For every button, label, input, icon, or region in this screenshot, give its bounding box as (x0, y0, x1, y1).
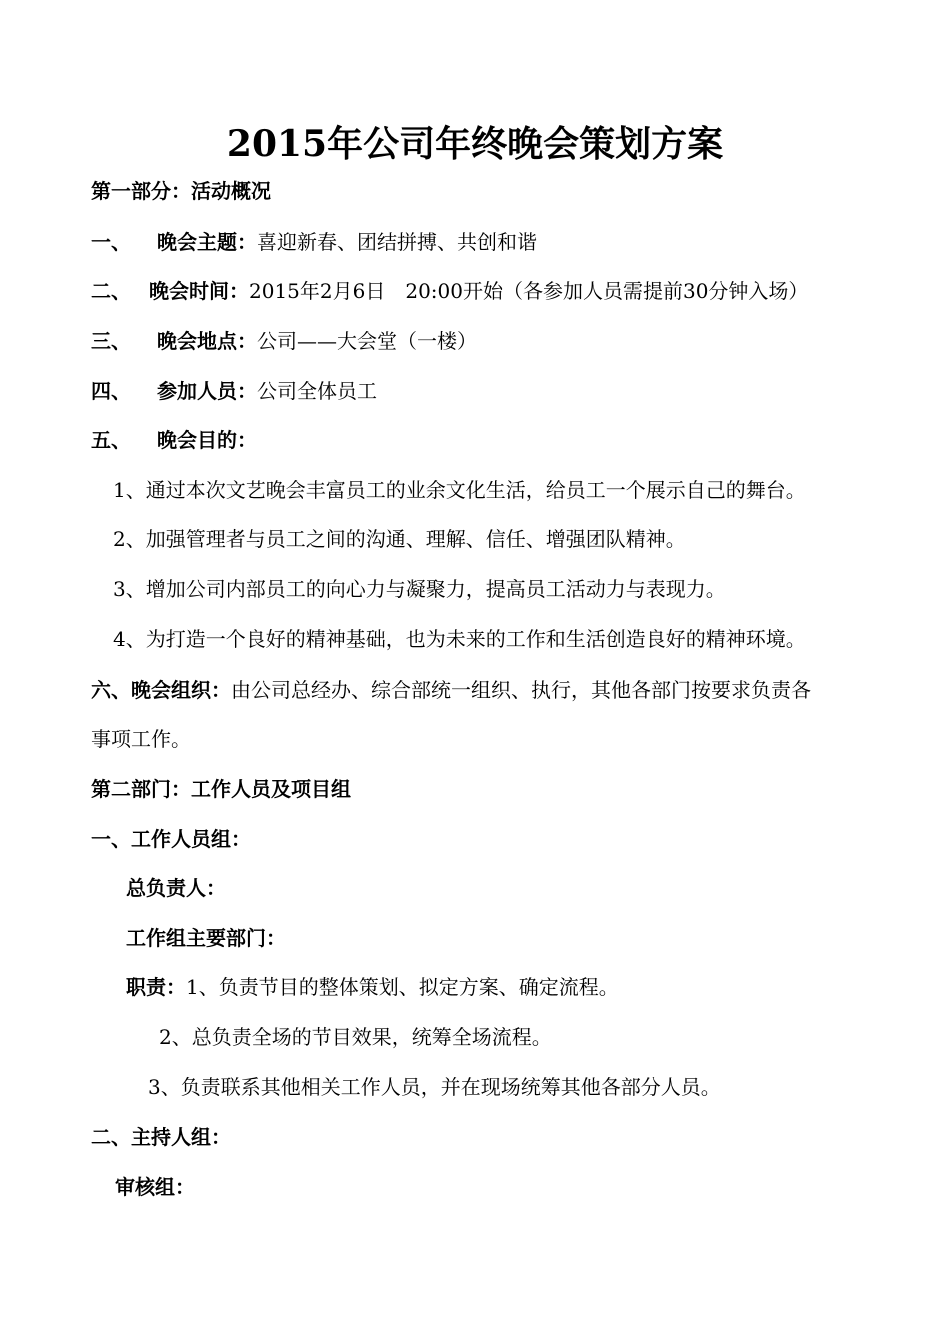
review-group: 审核组： (115, 1175, 195, 1199)
purpose-label: 晚会目的： (157, 428, 257, 452)
staff-depts: 工作组主要部门： (126, 926, 286, 950)
staff-heading: 一、工作人员组： (91, 827, 251, 851)
place-value: 公司——大会堂（一楼） (257, 329, 477, 353)
org-continuation: 事项工作。 (91, 727, 191, 751)
duty-label: 职责： (126, 975, 186, 999)
duty-item: 3、负责联系其他相关工作人员，并在现场统筹其他各部分人员。 (148, 1075, 721, 1099)
place-num: 三、 (91, 329, 131, 353)
duty-line (126, 972, 619, 1002)
part1-heading: 第一部分：活动概况 (91, 179, 271, 203)
theme-num: 一、 (91, 230, 131, 254)
purpose-line (91, 425, 257, 455)
time-label: 晚会时间： (149, 279, 249, 303)
org-value: 由公司总经办、综合部统一组织、执行，其他各部门按要求负责各 (231, 678, 811, 702)
people-label: 参加人员： (157, 379, 257, 403)
people-value: 公司全体员工 (257, 379, 377, 403)
host-heading: 二、主持人组： (91, 1125, 231, 1149)
staff-leader: 总负责人： (126, 876, 226, 900)
purpose-item: 4、为打造一个良好的精神基础，也为未来的工作和生活创造良好的精神环境。 (113, 627, 806, 651)
org-label: 六、晚会组织： (91, 678, 231, 702)
time-line (91, 276, 808, 306)
duty-item: 2、总负责全场的节目效果，统筹全场流程。 (159, 1025, 552, 1049)
purpose-item: 2、加强管理者与员工之间的沟通、理解、信任、增强团队精神。 (113, 527, 686, 551)
people-num: 四、 (91, 379, 131, 403)
theme-label: 晚会主题： (157, 230, 257, 254)
duty-item: 1、负责节目的整体策划、拟定方案、确定流程。 (186, 975, 619, 999)
time-num: 二、 (91, 279, 131, 303)
part2-heading: 第二部门：工作人员及项目组 (91, 777, 351, 801)
theme-line (91, 227, 537, 257)
people-line (91, 376, 377, 406)
place-line (91, 326, 477, 356)
purpose-item: 1、通过本次文艺晚会丰富员工的业余文化生活，给员工一个展示自己的舞台。 (113, 478, 806, 502)
org-line (91, 675, 811, 705)
document-title: 2015年公司年终晚会策划方案 (226, 123, 724, 165)
purpose-num: 五、 (91, 428, 131, 452)
time-value: 2015年2月6日 20:00开始（各参加人员需提前30分钟入场） (249, 279, 809, 303)
theme-value: 喜迎新春、团结拼搏、共创和谐 (257, 230, 537, 254)
purpose-item: 3、增加公司内部员工的向心力与凝聚力，提高员工活动力与表现力。 (113, 577, 726, 601)
place-label: 晚会地点： (157, 329, 257, 353)
